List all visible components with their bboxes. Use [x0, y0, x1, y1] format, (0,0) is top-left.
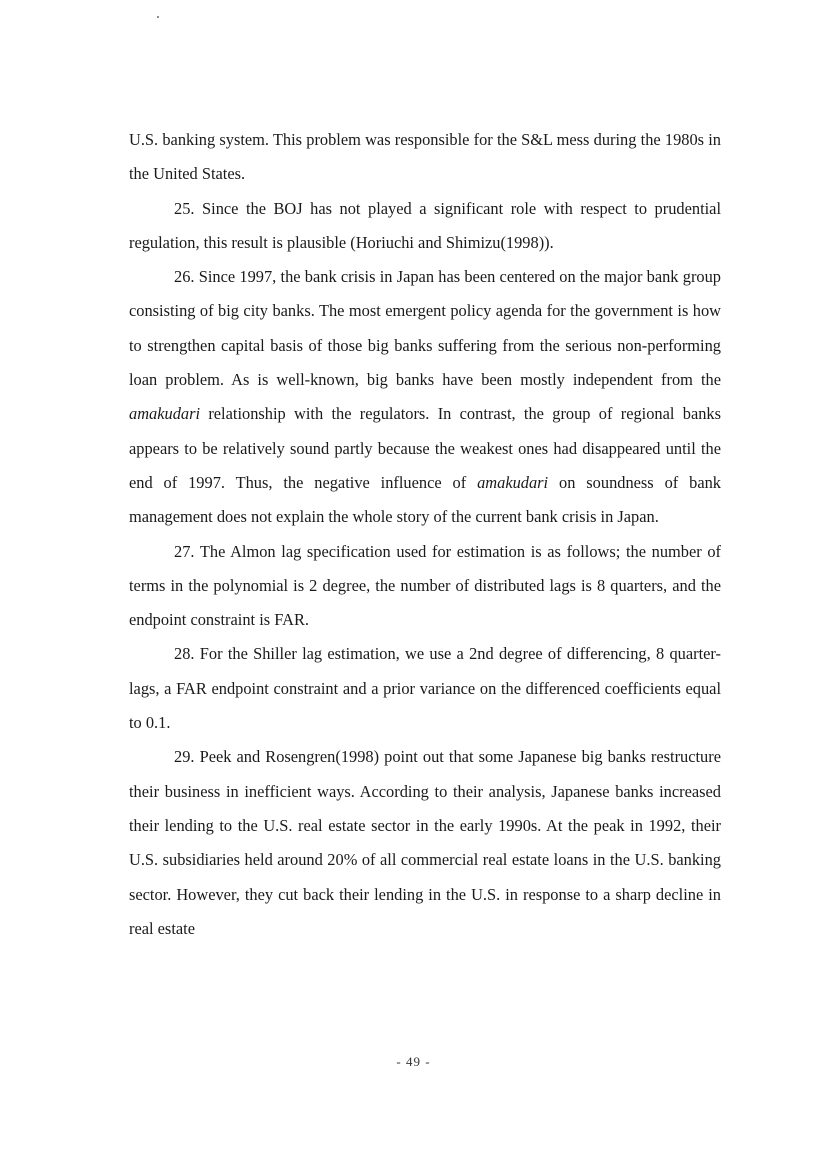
- footnote-number: 27.: [174, 541, 195, 561]
- footnote-number: 28.: [174, 644, 195, 664]
- paragraph-text: U.S. banking system. This problem was responsible for the S&L mess during the 1980s in the United States.: [129, 130, 721, 184]
- italic-term: amakudari: [129, 404, 201, 424]
- paragraph-text: on soundness of bank management does not explain the whole story of the current bank crisis in Japan.: [129, 472, 721, 527]
- continuation-paragraph: [129, 123, 721, 192]
- italic-term: amakudari: [477, 472, 549, 492]
- footnote-number: 26.: [174, 267, 195, 287]
- paragraph-text: relationship with the regulators. In contrast, the group of regional banks appears to be relatively sound partly because the weakest ones had disappeared until the end of 1997. Thus, the negative influence of: [129, 404, 721, 492]
- footnote-28: [129, 637, 721, 740]
- paragraph-text: Peek and Rosengren(1998) point out that some Japanese big banks restructure their business in inefficient ways. According to their analysis, Japanese banks increased their lending to the U.S. real estate sector in the early 1990s. At the peak in 1992, their U.S. subsidiaries held around 20% of all commercial real estate loans in the U.S. banking sector. However, they cut back their lending in the U.S. in response to a sharp decline in real estate: [129, 747, 721, 938]
- footnote-number: 29.: [174, 747, 195, 767]
- scan-speck: [157, 16, 159, 18]
- paragraph-text: The Almon lag specification used for estimation is as follows; the number of terms in the polynomial is 2 degree, the number of distributed lags is 8 quarters, and the endpoint constraint is FAR.: [129, 541, 721, 630]
- paragraph-text: Since 1997, the bank crisis in Japan has been centered on the major bank group consisting of big city banks. The most emergent policy agenda for the government is how to strengthen capital basis of those big banks suffering from the serious non-performing loan problem. As is well-known, big banks have been mostly independent from the: [129, 267, 721, 390]
- footnote-27: [129, 535, 721, 638]
- page-number: - 49 -: [396, 1054, 431, 1069]
- footnote-number: 25.: [174, 198, 195, 218]
- paragraph-text: Since the BOJ has not played a significant role with respect to prudential regulation, this result is plausible (Horiuchi and Shimizu(1998)).: [129, 198, 722, 252]
- footnote-25: [129, 192, 721, 261]
- paragraph-text: For the Shiller lag estimation, we use a 2nd degree of differencing, 8 quarter-lags, a FAR endpoint constraint and a prior variance on the differenced coefficients equal to 0.1.: [129, 644, 721, 733]
- footnote-29: [129, 740, 721, 946]
- notes-body: [129, 123, 721, 946]
- footnote-26: [129, 260, 721, 534]
